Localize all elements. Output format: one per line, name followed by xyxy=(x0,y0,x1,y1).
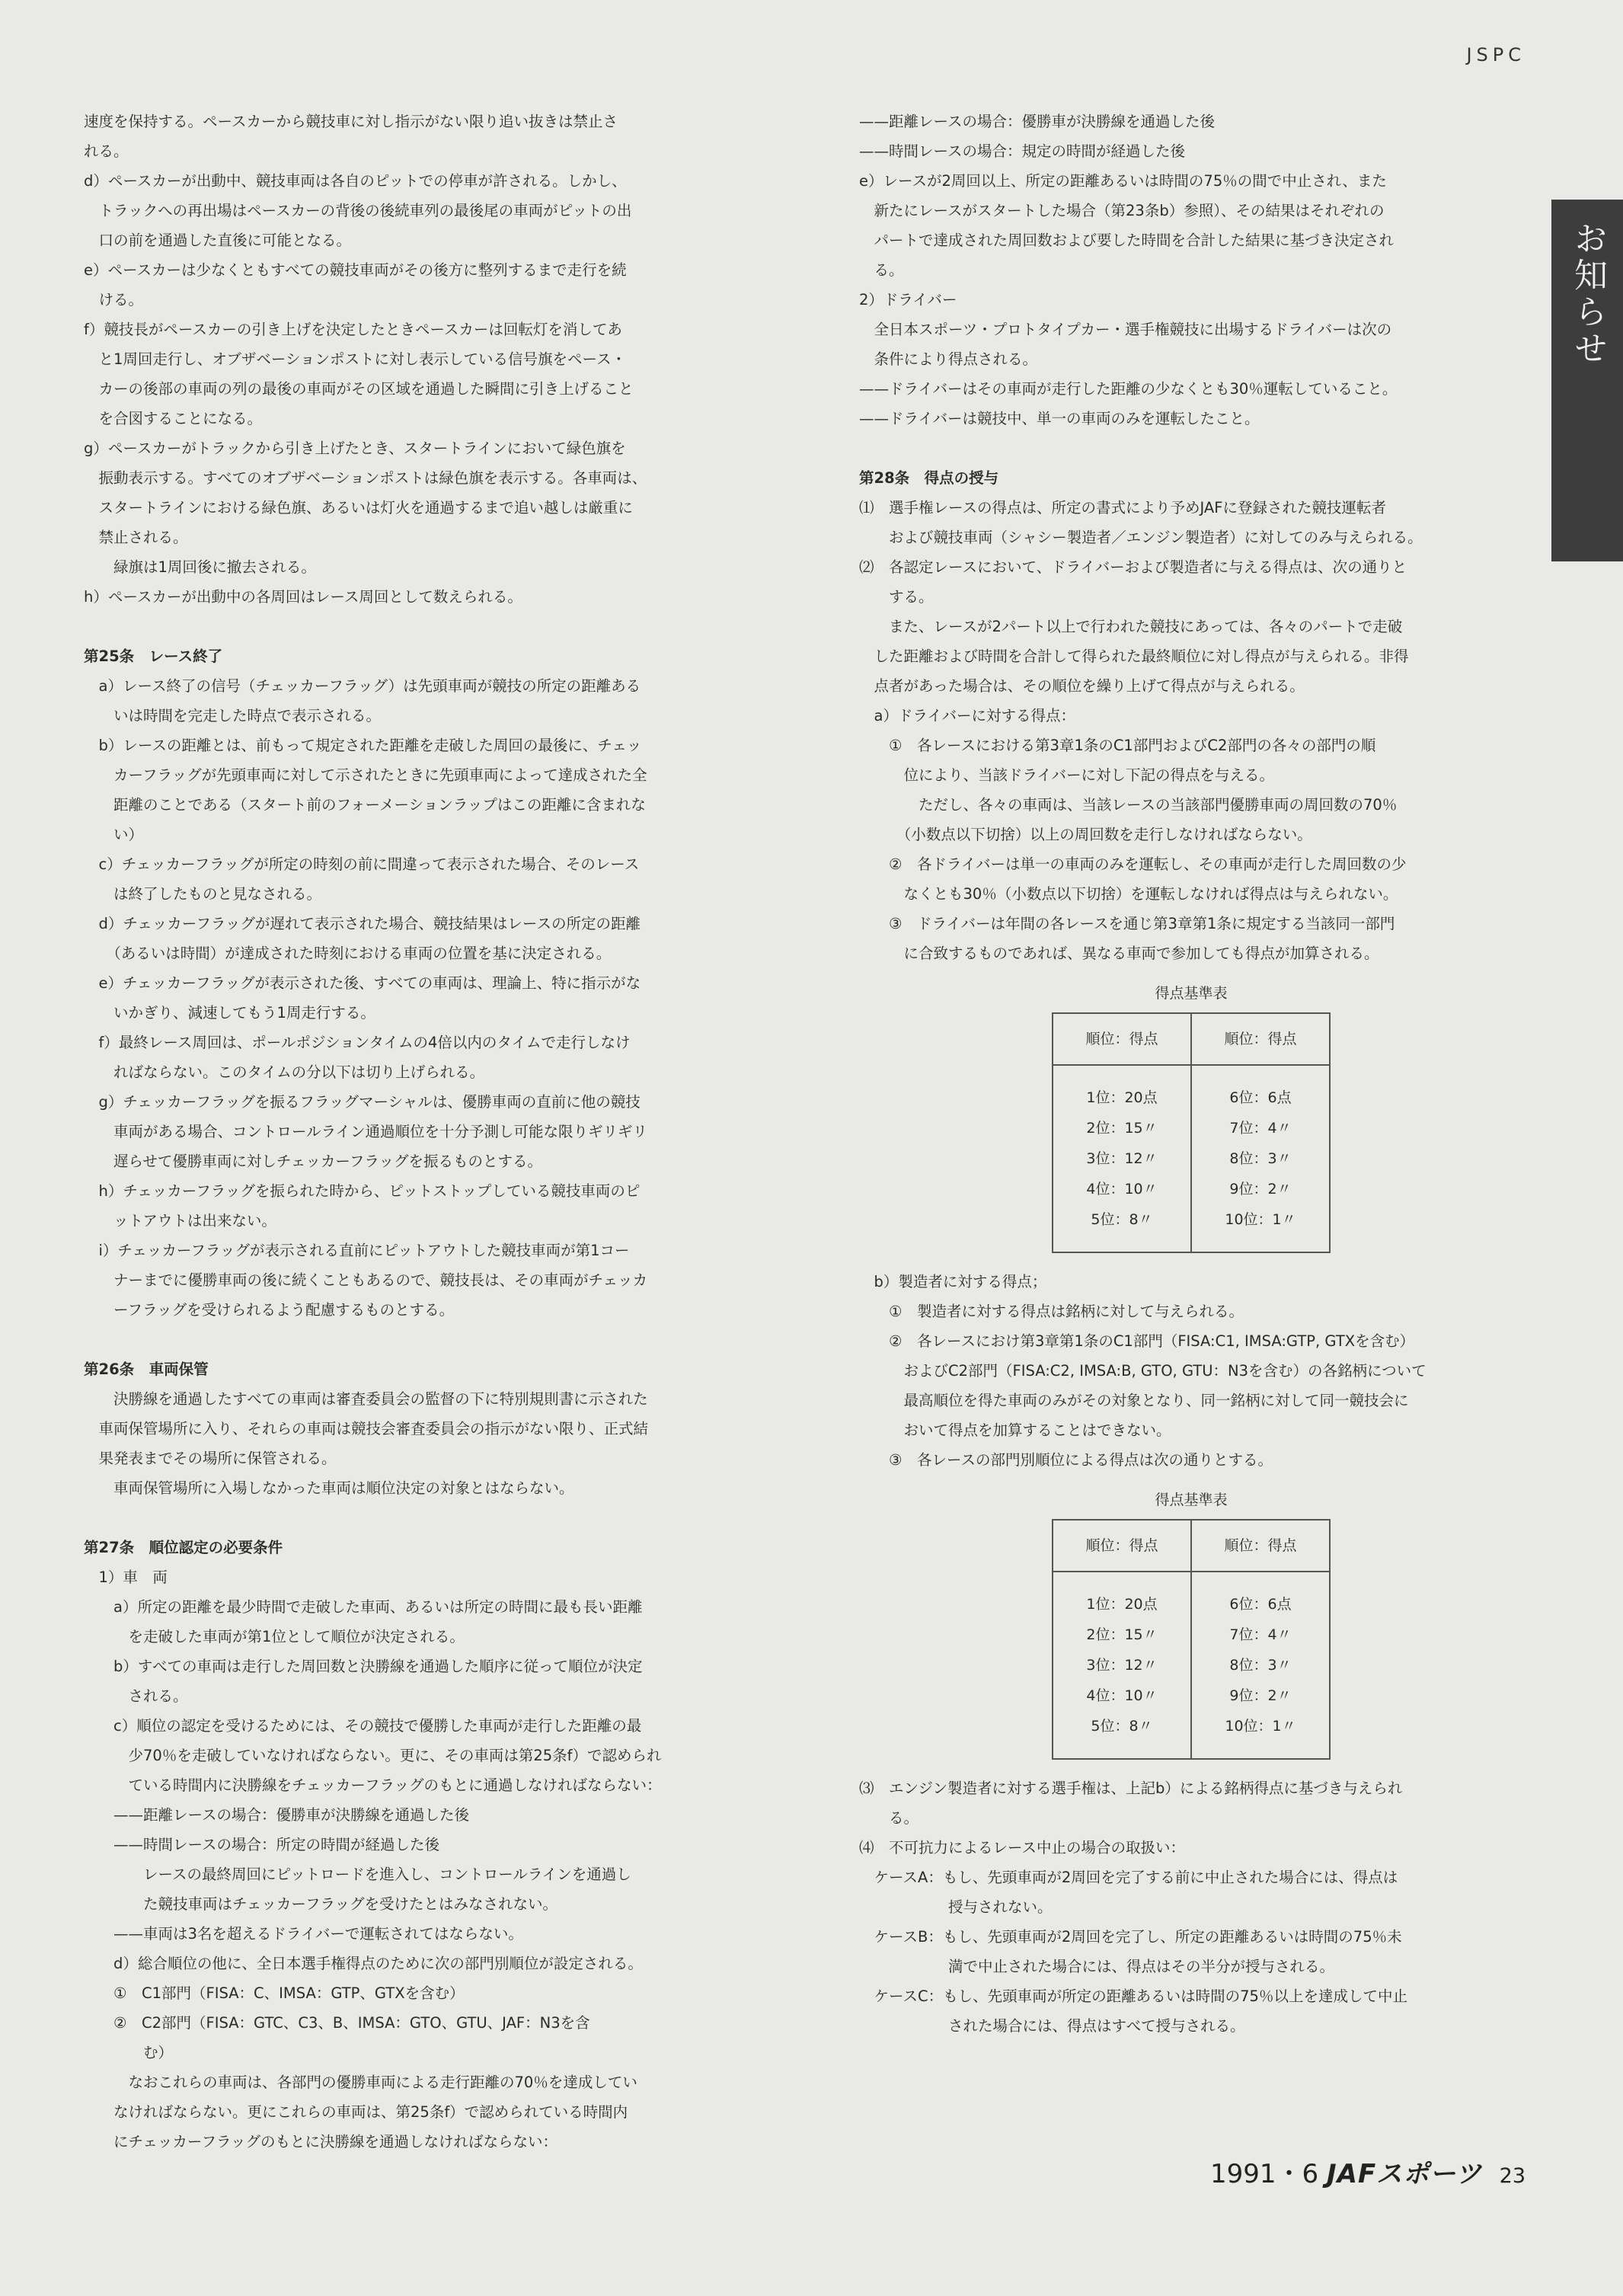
blank-line xyxy=(84,1325,754,1354)
text-line: ⑶ エンジン製造者に対する選手権は、上記b）による銘柄得点に基づき与えられ xyxy=(859,1780,1403,1797)
table-cell-right xyxy=(1191,1065,1330,1252)
side-tab-label: お知らせ xyxy=(1568,221,1607,367)
table-cell: 2位：15〃 xyxy=(1086,1626,1158,1643)
text-line: b）製造者に対する得点； xyxy=(859,1273,1047,1290)
page-footer xyxy=(1210,2153,1526,2190)
text-line: む） xyxy=(84,2044,174,2061)
header-tag: JSPC xyxy=(1466,44,1526,66)
text-line: にチェッカーフラッグのもとに決勝線を通過しなければならない： xyxy=(84,2133,558,2151)
text-line: ① C1部門（FISA：C、IMSA：GTP、GTXを含む） xyxy=(84,1984,465,2002)
text-line: g）チェッカーフラッグを振るフラッグマーシャルは、優勝車両の直前に他の競技 xyxy=(84,1093,641,1111)
text-line: ——ドライバーは競技中、単一の車両のみを運転したこと。 xyxy=(859,410,1260,427)
text-line: ② 各ドライバーは単一の車両のみを運転し、その車両が走行した周回数の少 xyxy=(859,855,1407,873)
blank-line xyxy=(859,433,1523,463)
text-line: 果発表までその場所に保管される。 xyxy=(84,1450,337,1467)
text-line: ——距離レースの場合：優勝車が決勝線を通過した後 xyxy=(84,1806,470,1824)
text-line: 2）ドライバー xyxy=(859,291,957,309)
table-cell-right xyxy=(1191,1572,1330,1759)
text-line: g）ペースカーがトラックから引き上げたとき、スタートラインにおいて緑色旗を xyxy=(84,440,626,457)
text-line: される。 xyxy=(84,1687,188,1705)
text-line: 禁止される。 xyxy=(84,529,188,546)
section-title: 第25条 レース終了 xyxy=(84,648,223,665)
table-cell: 5位：8〃 xyxy=(1091,1211,1153,1228)
score-table xyxy=(1052,1012,1331,1253)
right-column-bottom xyxy=(859,1773,1523,2041)
text-line: e）チェッカーフラッグが表示された後、すべての車両は、理論上、特に指示がな xyxy=(84,974,641,992)
text-line: カーの後部の車両の列の最後の車両がその区域を通過した瞬間に引き上げること xyxy=(84,380,634,398)
text-line: ⑷ 不可抗力によるレース中止の場合の取扱い： xyxy=(859,1839,1186,1856)
text-line: た競技車両はチェッカーフラッグを受けたとはみなされない。 xyxy=(84,1895,558,1913)
text-line: れる。 xyxy=(84,142,129,160)
text-line: b）すべての車両は走行した周回数と決勝線を通過した順序に従って順位が決定 xyxy=(84,1658,643,1675)
right-column-mid xyxy=(859,1267,1523,1475)
text-line: d）ペースカーが出動中、競技車両は各自のピットでの停車が許される。しかし、 xyxy=(84,172,627,190)
text-line: 授与されない。 xyxy=(859,1898,1053,1916)
page-number: 23 xyxy=(1499,2164,1526,2188)
left-column xyxy=(84,107,754,2157)
text-line: した距離および時間を合計して得られた最終順位に対し得点が与えられる。非得 xyxy=(859,648,1409,665)
text-line: いは時間を完走した時点で表示される。 xyxy=(84,707,382,724)
text-line: 新たにレースがスタートした場合（第23条b）参照）、その結果はそれぞれの xyxy=(859,202,1385,219)
text-line: ケースA：もし、先頭車両が2周回を完了する前に中止された場合には、得点は xyxy=(859,1869,1398,1886)
text-line: ——時間レースの場合：規定の時間が経過した後 xyxy=(859,142,1186,160)
table-cell: 8位：3〃 xyxy=(1229,1150,1292,1167)
text-line: レースの最終周回にピットロードを進入し、コントロールラインを通過し xyxy=(84,1866,631,1883)
text-line: おいて得点を加算することはできない。 xyxy=(859,1421,1171,1439)
text-line: ただし、各々の車両は、当該レースの当該部門優勝車両の周回数の70％ xyxy=(859,796,1398,814)
text-line: を合図することになる。 xyxy=(84,410,263,427)
text-line: ケースB：もし、先頭車両が2周回を完了し、所定の距離あるいは時間の75％未 xyxy=(859,1928,1402,1946)
text-line: f）最終レース周回は、ポールポジションタイムの4倍以内のタイムで走行しなけ xyxy=(84,1034,631,1051)
table-cell: 6位：6点 xyxy=(1229,1089,1292,1106)
text-line: ける。 xyxy=(84,291,144,309)
side-tab xyxy=(1551,200,1623,561)
text-line: 位により、当該ドライバーに対し下記の得点を与える。 xyxy=(859,766,1275,784)
text-line: 振動表示する。すべてのオブザベーションポストは緑色旗を表示する。各車両は、 xyxy=(84,469,647,487)
text-line: 1）車 両 xyxy=(84,1569,168,1586)
text-line: 少70％を走破していなければならない。更に、その車両は第25条f）で認められ xyxy=(84,1747,662,1764)
table-cell: 4位：10〃 xyxy=(1086,1687,1158,1704)
text-line: る。 xyxy=(859,261,904,279)
text-line: ——時間レースの場合：所定の時間が経過した後 xyxy=(84,1836,440,1853)
text-line: h）ペースカーが出動中の各周回はレース周回として数えられる。 xyxy=(84,588,522,606)
section-title: 第28条 得点の授与 xyxy=(859,469,999,487)
text-line: ② C2部門（FISA：GTC、C3、B、IMSA：GTO、GTU、JAF：N3を含 xyxy=(84,2014,590,2032)
table-cell: 1位：20点 xyxy=(1086,1596,1158,1613)
text-line: およびC2部門（FISA:C2, IMSA:B, GTO, GTU：N3を含む）の各銘柄について xyxy=(859,1362,1427,1380)
text-line: ——距離レースの場合：優勝車が決勝線を通過した後 xyxy=(859,113,1216,130)
text-line: 車両がある場合、コントロールライン通過順位を十分予測し可能な限りギリギリ xyxy=(84,1123,648,1140)
text-line: ⑵ 各認定レースにおいて、ドライバーおよび製造者に与える得点は、次の通りと xyxy=(859,558,1407,576)
table-header: 順位：得点 xyxy=(1053,1013,1191,1065)
text-line: 点者があった場合は、その順位を繰り上げて得点が与えられる。 xyxy=(859,677,1305,695)
text-line: ② 各レースにおけ第3章第1条のC1部門（FISA:C1, IMSA:GTP, GTXを含む） xyxy=(859,1332,1415,1350)
text-line: い） xyxy=(84,826,144,843)
text-line: b）レースの距離とは、前もって規定された距離を走破した周回の最後に、チェッ xyxy=(84,737,642,754)
right-column xyxy=(859,107,1523,2041)
text-line: h）チェッカーフラッグを振られた時から、ピットストップしている競技車両のピ xyxy=(84,1182,641,1200)
text-line: を走破した車両が第1位として順位が決定される。 xyxy=(84,1628,465,1645)
text-line: ——車両は3名を超えるドライバーで運転されてはならない。 xyxy=(84,1925,523,1943)
table-caption: 得点基準表 xyxy=(1155,1492,1228,1508)
text-line: 全日本スポーツ・プロトタイプカー・選手権競技に出場するドライバーは次の xyxy=(859,321,1392,338)
score-table xyxy=(1052,1519,1331,1760)
section-title: 第27条 順位認定の必要条件 xyxy=(84,1539,283,1556)
text-line: ればならない。このタイムの分以下は切り上げられる。 xyxy=(84,1063,485,1081)
text-line: カーフラッグが先頭車両に対して示されたときに先頭車両によって達成された全 xyxy=(84,766,647,784)
text-line: c）チェッカーフラッグが所定の時刻の前に間違って表示された場合、そのレース xyxy=(84,855,640,873)
table-cell: 7位：4〃 xyxy=(1229,1626,1292,1643)
table-cell: 9位：2〃 xyxy=(1229,1687,1292,1704)
text-line: ⑴ 選手権レースの得点は、所定の書式により予めJAFに登録された競技運転者 xyxy=(859,499,1386,516)
table-cell-left xyxy=(1053,1572,1191,1759)
table-cell: 10位：1〃 xyxy=(1225,1211,1296,1228)
text-line: は終了したものと見なされる。 xyxy=(84,885,322,903)
driver-score-table-block xyxy=(859,979,1523,1253)
table-cell: 4位：10〃 xyxy=(1086,1181,1158,1198)
text-line: ットアウトは出来ない。 xyxy=(84,1212,276,1230)
text-line: ている時間内に決勝線をチェッカーフラッグのもとに通過しなければならない： xyxy=(84,1776,662,1794)
text-line: ① 製造者に対する得点は銘柄に対して与えられる。 xyxy=(859,1303,1244,1320)
table-cell: 3位：12〃 xyxy=(1086,1150,1158,1167)
footer-magazine: JAFスポーツ xyxy=(1326,2159,1482,2189)
text-line: トラックへの再出場はペースカーの背後の後続車列の最後尾の車両がピットの出 xyxy=(84,202,632,219)
text-line: と1周回走行し、オブザベーションポストに対し表示している信号旗をペース・ xyxy=(84,350,627,368)
text-line: 距離のことである（スタート前のフォーメーションラップはこの距離に含まれな xyxy=(84,796,646,814)
text-line: 口の前を通過した直後に可能となる。 xyxy=(84,232,352,249)
text-line: a）レース終了の信号（チェッカーフラッグ）は先頭車両が競技の所定の距離ある xyxy=(84,677,641,695)
right-column-top xyxy=(859,107,1523,968)
text-line: いかぎり、減速してもう1周走行する。 xyxy=(84,1004,375,1022)
table-cell: 5位：8〃 xyxy=(1091,1718,1153,1735)
text-line: i）チェッカーフラッグが表示される直前にピットアウトした競技車両が第1コー xyxy=(84,1242,630,1259)
text-line: f）競技長がペースカーの引き上げを決定したときペースカーは回転灯を消してあ xyxy=(84,321,622,338)
text-line: （小数点以下切捨）以上の周回数を走行しなければならない。 xyxy=(859,826,1312,843)
text-line: ーフラッグを受けられるよう配慮するものとする。 xyxy=(84,1301,455,1319)
table-caption: 得点基準表 xyxy=(1155,985,1228,1002)
table-cell: 8位：3〃 xyxy=(1229,1657,1292,1674)
text-line: なくとも30％（小数点以下切捨）を運転しなければ得点は与えられない。 xyxy=(859,885,1398,903)
table-cell-left xyxy=(1053,1065,1191,1252)
table-cell: 2位：15〃 xyxy=(1086,1120,1158,1137)
text-line: ③ 各レースの部門別順位による得点は次の通りとする。 xyxy=(859,1451,1273,1469)
text-line: ① 各レースにおける第3章1条のC1部門およびC2部門の各々の部門の順 xyxy=(859,737,1376,754)
text-line: パートで達成された周回数および要した時間を合計した結果に基づき決定され xyxy=(859,232,1395,249)
text-line: なければならない。更にこれらの車両は、第25条f）で認められている時間内 xyxy=(84,2103,628,2121)
text-line: 遅らせて優勝車両に対しチェッカーフラッグを振るものとする。 xyxy=(84,1153,542,1170)
text-line: 速度を保持する。ペースカーから競技車に対し指示がない限り追い抜きは禁止さ xyxy=(84,113,618,130)
text-line: ケースC：もし、先頭車両が所定の距離あるいは時間の75％以上を達成して中止 xyxy=(859,1987,1407,2005)
text-line: および競技車両（シャシー製造者／エンジン製造者）に対してのみ与えられる。 xyxy=(859,529,1423,546)
text-line: ③ ドライバーは年間の各レースを通じ第3章第1条に規定する当該同一部門 xyxy=(859,915,1395,932)
text-line: d）チェッカーフラッグが遅れて表示された場合、競技結果はレースの所定の距離 xyxy=(84,915,641,932)
table-cell: 3位：12〃 xyxy=(1086,1657,1158,1674)
table-header: 順位：得点 xyxy=(1053,1520,1191,1572)
blank-line xyxy=(84,612,754,641)
text-line: （あるいは時間）が達成された時刻における車両の位置を基に決定される。 xyxy=(84,945,612,962)
text-line: する。 xyxy=(859,588,934,606)
text-line: 車両保管場所に入場しなかった車両は順位決定の対象とはならない。 xyxy=(84,1479,574,1497)
text-line: 条件により得点される。 xyxy=(859,350,1038,368)
text-line: 決勝線を通過したすべての車両は審査委員会の監督の下に特別規則書に示された xyxy=(84,1390,648,1408)
text-line: e）レースが2周回以上、所定の距離あるいは時間の75％の間で中止され、また xyxy=(859,172,1387,190)
table-header: 順位：得点 xyxy=(1191,1520,1330,1572)
text-line: a）所定の距離を最少時間で走破した車両、あるいは所定の時間に最も長い距離 xyxy=(84,1598,643,1616)
text-line: d）総合順位の他に、全日本選手権得点のために次の部門別順位が設定される。 xyxy=(84,1955,643,1972)
blank-line xyxy=(84,1503,754,1533)
text-line: スタートラインにおける緑色旗、あるいは灯火を通過するまで追い越しは厳重に xyxy=(84,499,633,516)
text-line: 満で中止された場合には、得点はその半分が授与される。 xyxy=(859,1958,1335,1975)
text-line: また、レースが2パート以上で行われた競技にあっては、各々のパートで走破 xyxy=(859,618,1403,635)
text-line: に合致するものであれば、異なる車両で参加しても得点が加算される。 xyxy=(859,945,1379,962)
text-line: 緑旗は1周回後に撤去される。 xyxy=(84,558,316,576)
text-line: ナーまでに優勝車両の後に続くこともあるので、競技長は、その車両がチェッカ xyxy=(84,1271,648,1289)
text-line: 車両保管場所に入り、それらの車両は競技会審査委員会の指示がない限り、正式結 xyxy=(84,1420,649,1437)
footer-issue: 1991・6 xyxy=(1210,2159,1319,2189)
section-title: 第26条 車両保管 xyxy=(84,1361,209,1378)
text-line: なおこれらの車両は、各部門の優勝車両による走行距離の70％を達成してい xyxy=(84,2074,637,2091)
text-line: ——ドライバーはその車両が走行した距離の少なくとも30％運転していること。 xyxy=(859,380,1398,398)
table-header: 順位：得点 xyxy=(1191,1013,1330,1065)
table-cell: 7位：4〃 xyxy=(1229,1120,1292,1137)
text-line: 最高順位を得た車両のみがその対象となり、同一銘柄に対して同一競技会に xyxy=(859,1392,1409,1409)
text-line: a）ドライバーに対する得点： xyxy=(859,707,1075,724)
text-line: c）順位の認定を受けるためには、その競技で優勝した車両が走行した距離の最 xyxy=(84,1717,642,1735)
maker-score-table-block xyxy=(859,1485,1523,1760)
table-cell: 9位：2〃 xyxy=(1229,1181,1292,1198)
text-line: e）ペースカーは少なくともすべての競技車両がその後方に整列するまで走行を続 xyxy=(84,261,627,279)
table-cell: 1位：20点 xyxy=(1086,1089,1158,1106)
table-cell: 10位：1〃 xyxy=(1225,1718,1296,1735)
text-line: る。 xyxy=(859,1809,919,1827)
table-cell: 6位：6点 xyxy=(1229,1596,1292,1613)
text-line: された場合には、得点はすべて授与される。 xyxy=(859,2017,1245,2035)
